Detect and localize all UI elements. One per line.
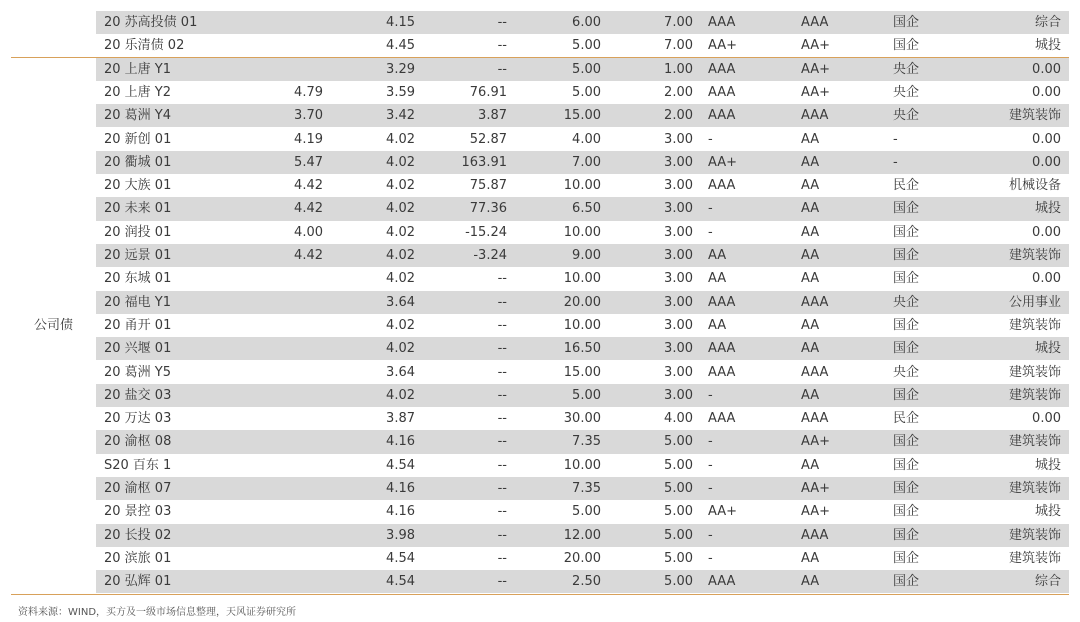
- table-cell: 3.00: [664, 178, 693, 194]
- table-cell: 75.87: [469, 178, 507, 194]
- table-cell: 163.91: [461, 154, 507, 170]
- table-cell: 2.00: [664, 108, 693, 124]
- table-cell: -: [708, 201, 713, 217]
- bond-name-cell: 20 葛洲 Y4: [104, 108, 172, 124]
- table-cell: 7.00: [664, 15, 693, 30]
- table-cell: [261, 477, 323, 500]
- bond-name-cell: 20 甬开 01: [104, 317, 172, 333]
- table-cell: AA+: [801, 38, 831, 54]
- table-cell: --: [497, 294, 507, 310]
- table-cell: --: [497, 341, 507, 357]
- table-cell: 央企: [893, 294, 920, 310]
- table-cell: 12.00: [563, 527, 601, 543]
- table-cell: 5.00: [664, 574, 693, 590]
- table-cell: 2.00: [664, 84, 693, 100]
- table-cell: 5.00: [572, 38, 601, 54]
- table-row: [11, 197, 1069, 220]
- table-cell: 5.00: [572, 504, 601, 520]
- table-cell: 0.00: [1032, 61, 1061, 77]
- table-cell: 5.00: [572, 61, 601, 77]
- table-cell: 央企: [893, 84, 920, 100]
- table-row: [11, 477, 1069, 500]
- table-cell: 16.50: [563, 341, 601, 357]
- table-cell: 4.02: [386, 224, 415, 240]
- table-cell: 4.02: [386, 248, 415, 263]
- table-cell: 4.19: [294, 131, 323, 147]
- table-cell: 7.35: [572, 434, 601, 450]
- bond-name-cell: 20 滨旅 01: [104, 550, 172, 566]
- table-cell: 5.00: [664, 504, 693, 520]
- table-cell: [261, 11, 323, 34]
- table-cell: 0.00: [1032, 411, 1061, 427]
- bond-name-cell: S20 百东 1: [104, 457, 172, 473]
- table-cell: AA: [801, 574, 820, 590]
- table-cell: 4.54: [386, 574, 415, 590]
- table-cell: 3.00: [664, 317, 693, 333]
- table-cell: -: [893, 131, 898, 147]
- table-cell: AA+: [801, 481, 831, 496]
- table-cell: 3.00: [664, 294, 693, 310]
- table-cell: 国企: [893, 550, 920, 566]
- bond-name-cell: 20 葛洲 Y5: [104, 364, 172, 380]
- table-cell: AA+: [708, 154, 738, 170]
- table-cell: AAA: [708, 84, 736, 100]
- table-row: [11, 267, 1069, 290]
- table-cell: 3.00: [664, 387, 693, 403]
- table-cell: 4.00: [294, 224, 323, 240]
- table-cell: AA: [801, 317, 820, 333]
- table-cell: 7.00: [572, 154, 601, 170]
- table-cell: -: [708, 457, 713, 473]
- table-cell: AA+: [801, 434, 831, 450]
- table-row: [11, 361, 1069, 384]
- table-cell: AAA: [708, 364, 736, 380]
- table-cell: 0.00: [1032, 84, 1061, 100]
- table-row: [11, 407, 1069, 430]
- table-cell: --: [497, 527, 507, 543]
- table-row: [11, 81, 1069, 104]
- table-cell: 民企: [893, 411, 920, 427]
- table-cell: 建筑装饰: [1008, 481, 1061, 496]
- table-cell: 3.87: [478, 108, 507, 124]
- group-spacer: [11, 34, 96, 57]
- table-cell: 国企: [893, 271, 920, 287]
- table-cell: 3.87: [386, 411, 415, 427]
- table-cell: 国企: [893, 341, 920, 357]
- table-cell: --: [497, 61, 507, 77]
- table-cell: --: [497, 574, 507, 590]
- table-cell: 4.02: [386, 317, 415, 333]
- table-cell: AA: [801, 224, 820, 240]
- bond-name-cell: 20 东城 01: [104, 271, 172, 287]
- table-cell: AA+: [801, 84, 831, 100]
- table-cell: 国企: [893, 387, 920, 403]
- table-cell: 城投: [1034, 504, 1061, 520]
- table-cell: 4.16: [386, 434, 415, 450]
- table-cell: 4.02: [386, 131, 415, 147]
- table-cell: -: [708, 434, 713, 450]
- table-cell: 国企: [893, 434, 920, 450]
- table-cell: AAA: [708, 61, 736, 77]
- table-cell: AA: [801, 271, 820, 287]
- table-cell: 5.00: [664, 527, 693, 543]
- table-cell: 4.79: [294, 84, 323, 100]
- table-cell: AA: [801, 154, 820, 170]
- table-cell: 建筑装饰: [1008, 527, 1061, 543]
- table-cell: 4.45: [386, 38, 415, 54]
- table-cell: 建筑装饰: [1008, 387, 1061, 403]
- table-cell: 0.00: [1032, 154, 1061, 170]
- section-divider: [11, 57, 1069, 58]
- table-cell: 0.00: [1032, 131, 1061, 147]
- table-row: [11, 547, 1069, 570]
- table-cell: 3.00: [664, 341, 693, 357]
- table-cell: 0.00: [1032, 224, 1061, 240]
- bond-name-cell: 20 上唐 Y2: [104, 84, 172, 100]
- table-cell: 4.00: [572, 131, 601, 147]
- table-cell: 6.50: [572, 201, 601, 217]
- bond-name-cell: 20 福电 Y1: [104, 294, 172, 310]
- bond-name-cell: 20 新创 01: [104, 131, 172, 147]
- table-cell: AAA: [801, 411, 829, 427]
- table-cell: 3.00: [664, 271, 693, 287]
- table-cell: [261, 337, 323, 360]
- table-cell: AA+: [708, 38, 738, 54]
- table-row: [11, 430, 1069, 453]
- table-cell: 3.00: [664, 248, 693, 263]
- table-cell: --: [497, 550, 507, 566]
- table-cell: AA: [801, 550, 820, 566]
- table-cell: 民企: [893, 178, 920, 194]
- table-cell: 4.02: [386, 341, 415, 357]
- table-cell: 4.16: [386, 481, 415, 496]
- table-cell: 建筑装饰: [1008, 248, 1061, 263]
- table-cell: 央企: [893, 61, 920, 77]
- table-cell: 国企: [893, 224, 920, 240]
- table-cell: 7.00: [664, 38, 693, 54]
- bond-name-cell: 20 乐清债 02: [104, 38, 185, 54]
- table-cell: 5.00: [664, 550, 693, 566]
- table-cell: AAA: [708, 574, 736, 590]
- table-cell: [261, 407, 323, 430]
- table-cell: AA: [801, 131, 820, 147]
- bond-name-cell: 20 渝枢 08: [104, 434, 172, 450]
- group-spacer: [11, 11, 96, 34]
- table-cell: 4.00: [664, 411, 693, 427]
- table-cell: 2.50: [572, 574, 601, 590]
- table-cell: 4.54: [386, 457, 415, 473]
- table-cell: 央企: [893, 108, 920, 124]
- bond-name-cell: 20 长投 02: [104, 527, 172, 543]
- table-cell: AA: [801, 178, 820, 194]
- table-cell: 公用事业: [1008, 294, 1061, 310]
- table-row: [11, 58, 1069, 81]
- table-cell: --: [497, 434, 507, 450]
- table-cell: 5.00: [664, 481, 693, 496]
- table-cell: -: [893, 154, 898, 170]
- table-cell: --: [497, 38, 507, 54]
- table-cell: 4.02: [386, 271, 415, 287]
- table-cell: 4.02: [386, 387, 415, 403]
- table-cell: 1.00: [664, 61, 693, 77]
- source-note: 资料来源：WIND，买方及一级市场信息整理，天风证券研究所: [18, 607, 297, 618]
- table-cell: 3.00: [664, 224, 693, 240]
- table-cell: 10.00: [563, 224, 601, 240]
- table-row: [11, 337, 1069, 360]
- table-cell: 77.36: [469, 201, 507, 217]
- table-cell: AAA: [801, 364, 829, 380]
- table-cell: 5.00: [664, 457, 693, 473]
- table-cell: 国企: [893, 574, 920, 590]
- table-row: [11, 244, 1069, 267]
- table-cell: 6.00: [572, 15, 601, 30]
- table-cell: [261, 314, 323, 337]
- table-cell: -15.24: [465, 224, 507, 240]
- table-cell: 3.59: [386, 84, 415, 100]
- table-row: [11, 314, 1069, 337]
- table-cell: 15.00: [563, 108, 601, 124]
- table-cell: 城投: [1034, 38, 1061, 54]
- table-cell: 4.02: [386, 178, 415, 194]
- table-cell: 建筑装饰: [1008, 364, 1061, 380]
- table-cell: [261, 267, 323, 290]
- table-cell: 10.00: [563, 271, 601, 287]
- table-cell: 国企: [893, 457, 920, 473]
- bond-name-cell: 20 渝枢 07: [104, 481, 172, 496]
- table-cell: 5.00: [664, 434, 693, 450]
- table-cell: 15.00: [563, 364, 601, 380]
- table-cell: 国企: [893, 201, 920, 217]
- table-cell: 3.00: [664, 131, 693, 147]
- table-cell: AA: [708, 271, 727, 287]
- table-row: [11, 500, 1069, 523]
- bond-name-cell: 20 景控 03: [104, 504, 172, 520]
- table-cell: 3.64: [386, 294, 415, 310]
- table-row: [11, 524, 1069, 547]
- table-cell: -: [708, 481, 713, 496]
- table-cell: 央企: [893, 364, 920, 380]
- table-cell: -: [708, 224, 713, 240]
- table-cell: AA: [801, 201, 820, 217]
- table-cell: AA: [801, 387, 820, 403]
- bond-name-cell: 20 润投 01: [104, 224, 172, 240]
- table-cell: --: [497, 364, 507, 380]
- table-cell: 国企: [893, 504, 920, 520]
- table-row: [11, 384, 1069, 407]
- table-cell: AA: [801, 341, 820, 357]
- bond-name-cell: 20 未来 01: [104, 201, 172, 217]
- table-cell: 4.02: [386, 154, 415, 170]
- table-cell: --: [497, 271, 507, 287]
- table-cell: 3.00: [664, 154, 693, 170]
- table-cell: AA: [708, 317, 727, 333]
- table-cell: AAA: [708, 15, 736, 30]
- table-cell: AAA: [801, 108, 829, 124]
- table-cell: 3.29: [386, 61, 415, 77]
- table-cell: [261, 570, 323, 593]
- table-cell: [261, 361, 323, 384]
- table-cell: 52.87: [469, 131, 507, 147]
- table-cell: 4.54: [386, 550, 415, 566]
- table-cell: 4.42: [294, 201, 323, 217]
- table-cell: [261, 430, 323, 453]
- table-cell: [261, 524, 323, 547]
- table-cell: 4.16: [386, 504, 415, 520]
- table-cell: 城投: [1034, 201, 1061, 217]
- table-row: [11, 128, 1069, 151]
- table-cell: AA: [801, 248, 820, 263]
- table-cell: 4.15: [386, 15, 415, 30]
- table-row: [11, 151, 1069, 174]
- table-cell: 3.00: [664, 201, 693, 217]
- table-cell: 10.00: [563, 457, 601, 473]
- table-cell: 综合: [1034, 574, 1061, 590]
- table-cell: [261, 547, 323, 570]
- table-cell: 20.00: [563, 550, 601, 566]
- bond-name-cell: 20 远景 01: [104, 248, 172, 263]
- bond-name-cell: 20 苏高投债 01: [104, 15, 198, 30]
- table-cell: --: [497, 317, 507, 333]
- table-cell: [261, 58, 323, 81]
- table-cell: 4.02: [386, 201, 415, 217]
- table-cell: 76.91: [469, 84, 507, 100]
- table-cell: 国企: [893, 38, 920, 54]
- table-cell: 3.70: [294, 108, 323, 124]
- table-cell: AA+: [708, 504, 738, 520]
- table-row: [11, 174, 1069, 197]
- table-cell: 10.00: [563, 317, 601, 333]
- table-row: [11, 104, 1069, 127]
- table-cell: --: [497, 504, 507, 520]
- bond-name-cell: 20 盐交 03: [104, 387, 172, 403]
- table-cell: --: [497, 15, 507, 30]
- table-cell: --: [497, 481, 507, 496]
- table-row: [11, 454, 1069, 477]
- table-cell: 4.42: [294, 178, 323, 194]
- table-cell: 7.35: [572, 481, 601, 496]
- table-cell: 30.00: [563, 411, 601, 427]
- table-cell: AAA: [801, 527, 829, 543]
- table-cell: AAA: [708, 294, 736, 310]
- table-cell: -: [708, 131, 713, 147]
- table-row: [11, 221, 1069, 244]
- bond-name-cell: 20 弘辉 01: [104, 574, 172, 590]
- bond-name-cell: 20 兴堰 01: [104, 341, 172, 357]
- table-cell: AAA: [708, 341, 736, 357]
- table-cell: [261, 291, 323, 314]
- table-cell: AAA: [708, 108, 736, 124]
- table-cell: --: [497, 457, 507, 473]
- bond-name-cell: 20 大族 01: [104, 178, 172, 194]
- table-cell: -: [708, 387, 713, 403]
- table-cell: 建筑装饰: [1008, 317, 1061, 333]
- table-cell: AAA: [801, 15, 829, 30]
- group-label: 公司债: [33, 317, 73, 333]
- table-cell: 综合: [1034, 15, 1061, 30]
- table-cell: AA: [801, 457, 820, 473]
- table-cell: [261, 384, 323, 407]
- table-cell: 20.00: [563, 294, 601, 310]
- table-bottom-border: [11, 594, 1069, 595]
- table-cell: -: [708, 550, 713, 566]
- table-row: [11, 291, 1069, 314]
- table-row: [11, 34, 1069, 57]
- table-cell: -3.24: [473, 248, 507, 263]
- table-cell: 5.47: [294, 154, 323, 170]
- table-cell: 国企: [893, 481, 920, 496]
- table-cell: 机械设备: [1008, 178, 1061, 194]
- table-row: [11, 570, 1069, 593]
- table-cell: --: [497, 387, 507, 403]
- bond-name-cell: 20 万达 03: [104, 411, 172, 427]
- table-cell: [261, 500, 323, 523]
- table-cell: AA+: [801, 504, 831, 520]
- table-cell: 3.64: [386, 364, 415, 380]
- table-cell: --: [497, 411, 507, 427]
- table-cell: AAA: [801, 294, 829, 310]
- table-cell: 国企: [893, 527, 920, 543]
- table-cell: [261, 34, 323, 57]
- table-cell: 建筑装饰: [1008, 550, 1061, 566]
- bond-name-cell: 20 上唐 Y1: [104, 61, 172, 77]
- table-cell: 4.42: [294, 248, 323, 263]
- table-cell: AAA: [708, 178, 736, 194]
- table-cell: 城投: [1034, 341, 1061, 357]
- table-cell: 3.98: [386, 527, 415, 543]
- table-cell: 国企: [893, 317, 920, 333]
- table-cell: 9.00: [572, 248, 601, 263]
- table-cell: 5.00: [572, 84, 601, 100]
- table-cell: AA+: [801, 61, 831, 77]
- bond-name-cell: 20 衢城 01: [104, 154, 172, 170]
- table-cell: 5.00: [572, 387, 601, 403]
- table-cell: 10.00: [563, 178, 601, 194]
- table-cell: 国企: [893, 248, 920, 263]
- table-cell: 城投: [1034, 457, 1061, 473]
- table-cell: 建筑装饰: [1008, 434, 1061, 450]
- table-cell: AA: [708, 248, 727, 263]
- table-cell: 3.00: [664, 364, 693, 380]
- table-cell: 0.00: [1032, 271, 1061, 287]
- table-cell: 建筑装饰: [1008, 108, 1061, 124]
- table-row: [11, 11, 1069, 34]
- table-cell: 3.42: [386, 108, 415, 124]
- table-cell: AAA: [708, 411, 736, 427]
- table-cell: 国企: [893, 15, 920, 30]
- table-cell: [261, 454, 323, 477]
- table-cell: -: [708, 527, 713, 543]
